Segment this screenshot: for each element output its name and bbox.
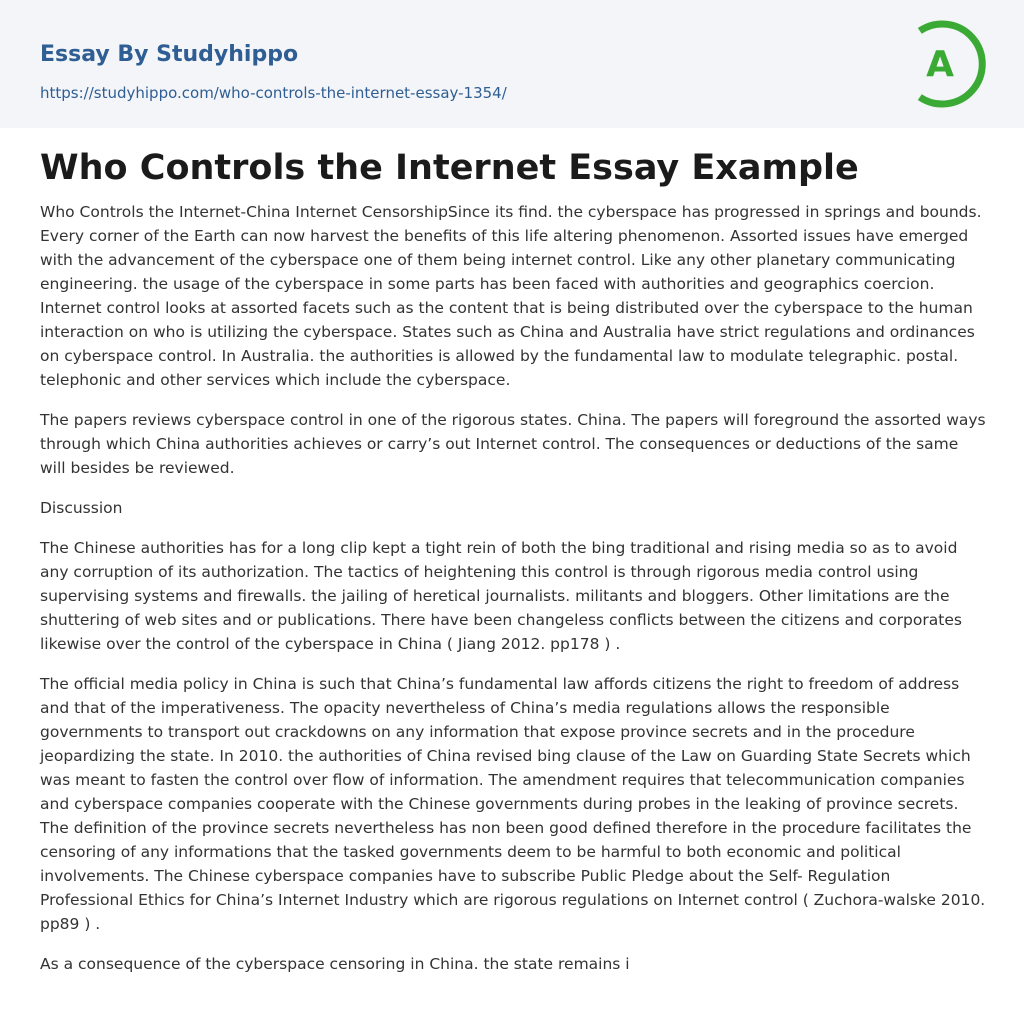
article-paragraph: The official media policy in China is such that China’s fundamental law affords citizens the right to freedom of address and that of the imperativeness. The opacity nevertheless of China’s media regulations allows the responsible governments to transport out crackdowns on any information that expose province secrets and in the procedure jeopardizing the state. In 2010. the authorities of China revised bing clause of the Law on Guarding State Secrets which was meant to fasten the control over flow of information. The amendment requires that telecommunication companies and cyberspace companies cooperate with the Chinese governments during probes in the leaking of province secrets. The definition of the province secrets nevertheless has non been good defined therefore in the procedure facilitates the censoring of any informations that the tasked governments deem to be harmful to both economic and political involvements. The Chinese cyberspace companies have to subscribe Public Pledge about the Self- Regulation Professional Ethics for China’s Internet Industry which are rigorous regulations on Internet control ( Zuchora-walske 2010. pp89 ) . [40, 675, 986, 933]
site-name[interactable]: Essay By Studyhippo [40, 42, 299, 67]
article-title: Who Controls the Internet Essay Example [40, 148, 859, 188]
studyhippo-logo-icon[interactable] [896, 18, 988, 110]
article-paragraph: Who Controls the Internet-China Internet CensorshipSince its find. the cyberspace has progressed in springs and bounds. Every corner of the Earth can now harvest the benefits of this life altering phenomenon. Assorted issues have emerged with the advancement of the cyberspace one of them being internet control. Like any other planetary communicating engineering. the usage of the cyberspace in some parts has been faced with authorities and geographics coercion. Internet control looks at assorted facets such as the content that is being distributed over the cyberspace to the human interaction on who is utilizing the cyberspace. States such as China and Australia have strict regulations and ordinances on cyberspace control. In Australia. the authorities is allowed by the fundamental law to modulate telegraphic. postal. telephonic and other services which include the cyberspace. [40, 203, 982, 389]
logo-letter: A [926, 44, 954, 85]
article-paragraph: The Chinese authorities has for a long clip kept a tight rein of both the bing traditional and rising media so as to avoid any corruption of its authorization. The tactics of heightening this control is through rigorous media control using supervising systems and firewalls. the jailing of heretical journalists. militants and bloggers. Other limitations are the shuttering of web sites and or publications. There have been changeless conflicts between the citizens and corporates likewise over the control of the cyberspace in China ( Jiang 2012. pp178 ) . [40, 539, 962, 653]
article-body [40, 200, 988, 992]
page-url-link[interactable]: https://studyhippo.com/who-controls-the-internet-essay-1354/ [40, 84, 507, 102]
article-paragraph: The papers reviews cyberspace control in one of the rigorous states. China. The papers will foreground the assorted ways through which China authorities achieves or carry’s out Internet control. The consequences or deductions of the same will besides be reviewed. [40, 411, 986, 477]
section-heading-discussion: Discussion [40, 499, 123, 517]
site-header [0, 0, 1024, 128]
article-paragraph: As a consequence of the cyberspace censoring in China. the state remains i [40, 955, 630, 973]
